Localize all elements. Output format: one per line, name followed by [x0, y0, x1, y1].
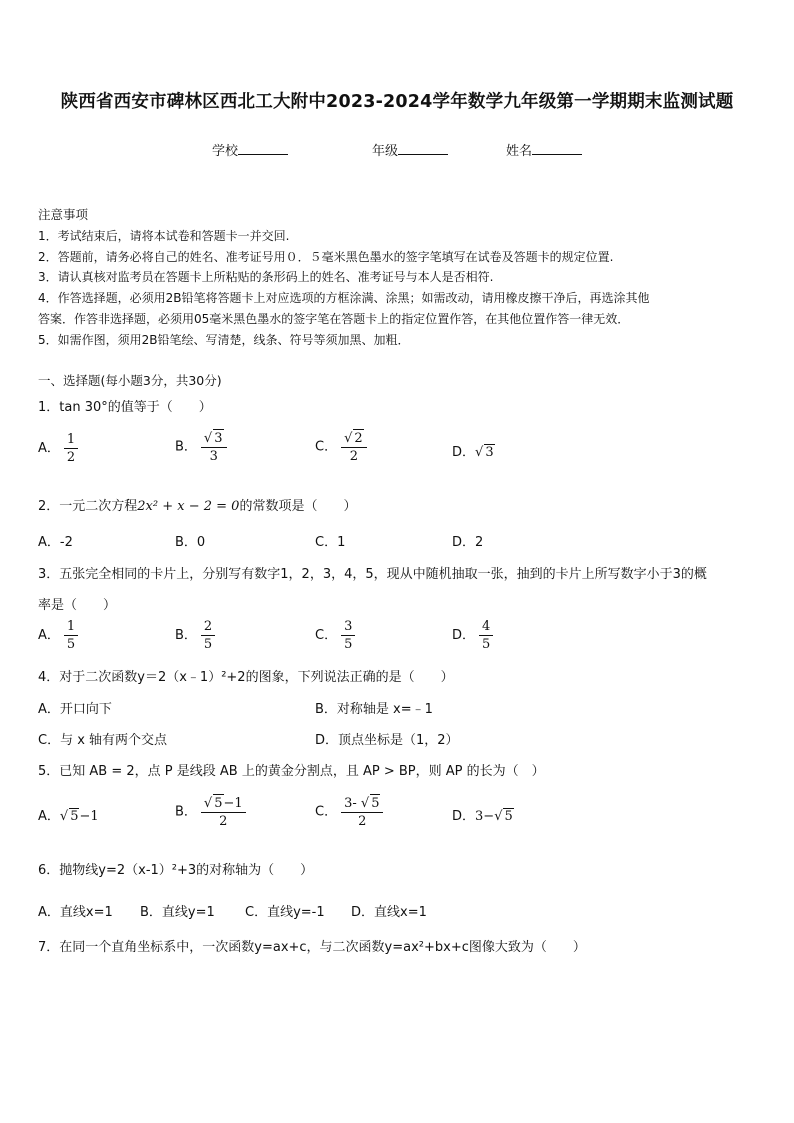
fraction: $\frac{3}{5}$ [341, 618, 355, 653]
q2-option-d: D．2 [452, 535, 484, 550]
q7-stem: 7．在同一个直角坐标系中，一次函数y=ax+c，与二次函数y=ax²+bx+c图像大致为（ ） [38, 940, 586, 955]
q5-stem: 5．已知 AB = 2，点 P 是线段 AB 上的黄金分割点，且 AP > BP，则 AP 的长为（ ） [38, 764, 545, 779]
note-item: 答案．作答非选择题，必须用05毫米黑色墨水的签字笔在答题卡上的指定位置作答，在其他位置作答一律无效． [38, 312, 630, 326]
fraction: $\frac{√ 3}{3}$ [201, 429, 227, 465]
q2-option-a: A．-2 [38, 535, 73, 550]
q6-option-c: C．直线y=-1 [245, 905, 325, 920]
q3-option-a: A． $\frac{1}{5}$ [38, 618, 78, 653]
q4-option-a: A．开口向下 [38, 702, 112, 717]
q4-option-d: D．顶点坐标是（1，2） [315, 733, 459, 748]
q6-option-b: B．直线y=1 [140, 905, 215, 920]
note-item: 5．如需作图，须用2B铅笔绘、写清楚，线条、符号等须加黑、加粗． [38, 333, 410, 347]
grade-blank [398, 141, 448, 155]
section-title: 一、选择题(每小题3分，共30分) [38, 373, 222, 388]
q2-stem: 2．一元二次方程2x² + x − 2 = 0的常数项是（ ） [38, 499, 357, 514]
grade-field [372, 140, 448, 159]
fraction: $\frac{4}{5}$ [479, 618, 493, 653]
q3-option-d: D． $\frac{4}{5}$ [452, 618, 493, 653]
fraction: $\frac{2}{5}$ [201, 618, 215, 653]
q1-option-d: D．√ 3 [452, 445, 494, 460]
note-item: 2．答题前，请务必将自己的姓名、准考证号用０．５毫米黑色墨水的签字笔填写在试卷及答题卡的规定位置. [38, 250, 614, 264]
q5-option-c: C． $\frac{3- √ 5}{2}$ [315, 794, 383, 830]
q3-stem-line1: 3．五张完全相同的卡片上，分别写有数字1，2，3，4，5，现从中随机抽取一张，抽到的卡片上所写数字小于3的概 [38, 567, 707, 582]
q2-option-b: B．0 [175, 535, 206, 550]
q4-stem: 4．对于二次函数y＝2（x﹣1）²+2的图象，下列说法正确的是（ ） [38, 670, 454, 685]
name-field [506, 140, 582, 159]
q1-option-b: B． $\frac{√ 3}{3}$ [175, 429, 227, 465]
q6-option-a: A．直线x=1 [38, 905, 113, 920]
q6-option-d: D．直线x=1 [351, 905, 427, 920]
q1-stem: 1．tan 30°的值等于（ ） [38, 400, 212, 415]
note-item: 4．作答选择题，必须用2B铅笔将答题卡上对应选项的方框涂满、涂黑；如需改动，请用橡皮擦干净后，再选涂其他 [38, 291, 650, 305]
q4-option-b: B．对称轴是 x=﹣1 [315, 702, 433, 717]
fraction: $\frac{√ 2}{2}$ [341, 429, 367, 465]
fraction: $\frac{3- √ 5}{2}$ [341, 794, 383, 830]
q6-stem: 6．抛物线y=2（x-1）²+3的对称轴为（ ） [38, 863, 314, 878]
q4-option-c: C．与 x 轴有两个交点 [38, 733, 168, 748]
exam-title: 陕西省西安市碑林区西北工大附中2023-2024学年数学九年级第一学期期末监测试题 [60, 92, 734, 112]
fraction: $\frac{1}{2}$ [64, 431, 78, 466]
note-item: 1．考试结束后，请将本试卷和答题卡一并交回. [38, 229, 290, 243]
q3-option-c: C． $\frac{3}{5}$ [315, 618, 355, 653]
school-blank [238, 141, 288, 155]
school-field [212, 140, 288, 159]
notes-title: 注意事项 [38, 207, 89, 222]
q1-option-a: A． $\frac{1}{2}$ [38, 431, 78, 466]
fraction: $\frac{√ 5-1}{2}$ [201, 794, 246, 830]
name-blank [532, 141, 582, 155]
grade-label: 年级 [372, 144, 399, 159]
q1-option-c: C． $\frac{√ 2}{2}$ [315, 429, 367, 465]
school-label: 学校 [212, 144, 239, 159]
fraction: $\frac{1}{5}$ [64, 618, 78, 653]
name-label: 姓名 [506, 144, 533, 159]
note-item: 3．请认真核对监考员在答题卡上所粘贴的条形码上的姓名、准考证号与本人是否相符. [38, 270, 494, 284]
q5-option-d: D．3−√ 5 [452, 809, 513, 824]
q2-option-c: C．1 [315, 535, 346, 550]
q3-stem-line2: 率是（ ） [38, 598, 117, 613]
q5-option-b: B． $\frac{√ 5-1}{2}$ [175, 794, 246, 830]
q5-option-a: A．√ 5−1 [38, 809, 99, 824]
q3-option-b: B． $\frac{2}{5}$ [175, 618, 215, 653]
equation: 2x² + x − 2 = 0 [137, 499, 240, 514]
